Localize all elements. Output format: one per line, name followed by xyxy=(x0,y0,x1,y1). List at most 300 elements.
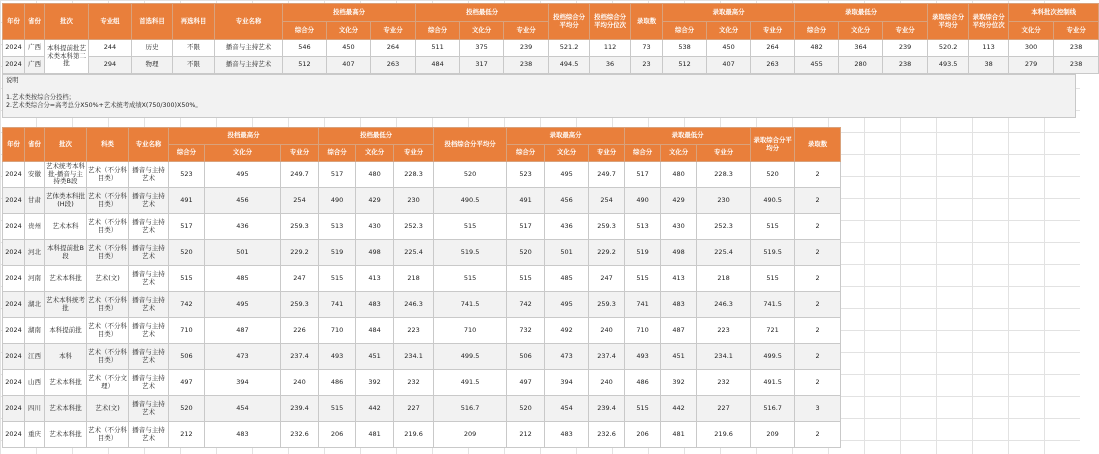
table-cell: 230 xyxy=(394,188,434,214)
table-cell: 455 xyxy=(795,57,839,74)
t1-sub-header: 综合分 xyxy=(416,22,460,40)
table-cell: 249.7 xyxy=(589,162,625,188)
table-cell: 播音与主持艺术 xyxy=(129,318,169,344)
table-cell: 741.5 xyxy=(751,292,795,318)
table-cell: 240 xyxy=(589,318,625,344)
notes-box xyxy=(2,74,1076,118)
table-cell: 481 xyxy=(356,422,394,448)
table-cell: 艺体类本科批(H段) xyxy=(45,188,87,214)
table-cell: 244 xyxy=(89,40,132,57)
table-cell: 艺术本科批 xyxy=(45,266,87,292)
table-cell: 播音与主持艺术 xyxy=(129,344,169,370)
table-cell: 2 xyxy=(795,344,841,370)
table-cell: 252.3 xyxy=(697,214,751,240)
table-cell: 523 xyxy=(507,162,545,188)
table-cell: 艺术本科批 xyxy=(45,396,87,422)
table-cell: 广西 xyxy=(25,40,45,57)
table-row xyxy=(3,188,841,214)
table-cell: 517 xyxy=(169,214,205,240)
table-cell: 232.6 xyxy=(281,422,319,448)
table-cell: 515 xyxy=(625,266,661,292)
table-cell: 495 xyxy=(205,292,281,318)
table-cell: 442 xyxy=(356,396,394,422)
table-cell: 艺术统考本科批-播音与主持类B段 xyxy=(45,162,87,188)
table-cell: 本科提前批艺术类本科第二批 xyxy=(45,40,89,74)
table-cell: 2024 xyxy=(3,344,25,370)
table-cell: 不限 xyxy=(173,57,215,74)
table-cell: 263 xyxy=(371,57,416,74)
table-cell: 515 xyxy=(319,266,356,292)
table-cell: 259.3 xyxy=(281,214,319,240)
table-cell: 播音与主持艺术 xyxy=(129,214,169,240)
table-row xyxy=(3,370,841,396)
table-cell: 甘肃 xyxy=(25,188,45,214)
table-cell: 237.4 xyxy=(589,344,625,370)
table-cell: 512 xyxy=(283,57,327,74)
t2-sub-header: 专业分 xyxy=(281,145,319,162)
table-cell: 429 xyxy=(661,188,697,214)
table-cell: 历史 xyxy=(132,40,173,57)
table-row xyxy=(3,292,841,318)
table-cell: 491 xyxy=(169,188,205,214)
table-cell: 232 xyxy=(697,370,751,396)
table-cell: 546 xyxy=(283,40,327,57)
table-cell: 本科 xyxy=(45,344,87,370)
t1-group-header: 本科批次控制线 xyxy=(1009,4,1099,22)
table-cell: 483 xyxy=(205,422,281,448)
table-cell: 艺术（不分科目类） xyxy=(87,240,129,266)
table-cell: 515 xyxy=(434,214,507,240)
t1-sub-header: 专业分 xyxy=(751,22,795,40)
table-cell: 2024 xyxy=(3,292,25,318)
table-cell: 392 xyxy=(356,370,394,396)
t1-group-header: 投档最低分 xyxy=(416,4,549,22)
t2-sub-header: 综合分 xyxy=(625,145,661,162)
table-cell: 436 xyxy=(545,214,589,240)
table-cell: 485 xyxy=(545,266,589,292)
table-cell: 219.6 xyxy=(697,422,751,448)
table-cell: 742 xyxy=(169,292,205,318)
table-cell: 艺术本科批 xyxy=(45,370,87,396)
table-cell: 520 xyxy=(507,240,545,266)
table-cell: 480 xyxy=(356,162,394,188)
table-cell: 2024 xyxy=(3,57,25,74)
table-cell: 721 xyxy=(751,318,795,344)
table-cell: 520 xyxy=(751,162,795,188)
t1-group-header: 录取最高分 xyxy=(663,4,795,22)
t1-sub-header: 综合分 xyxy=(663,22,707,40)
table-cell: 254 xyxy=(281,188,319,214)
table-cell: 226 xyxy=(281,318,319,344)
table-cell: 2 xyxy=(795,162,841,188)
table-cell: 482 xyxy=(795,40,839,57)
table-cell: 263 xyxy=(751,57,795,74)
table-cell: 513 xyxy=(319,214,356,240)
table-cell: 206 xyxy=(625,422,661,448)
table-cell: 456 xyxy=(205,188,281,214)
table-cell: 519.5 xyxy=(434,240,507,266)
table-cell: 515 xyxy=(751,214,795,240)
table-cell: 艺术（不分科目类） xyxy=(87,292,129,318)
t1-sub-header: 文化分 xyxy=(327,22,371,40)
table-cell: 238 xyxy=(504,57,549,74)
table-cell: 394 xyxy=(205,370,281,396)
table-cell: 407 xyxy=(707,57,751,74)
table-row xyxy=(3,240,841,266)
table-cell: 3 xyxy=(795,396,841,422)
t1-sub-header: 文化分 xyxy=(460,22,504,40)
table-cell: 238 xyxy=(1054,40,1099,57)
table-row xyxy=(3,40,1099,57)
table-cell: 481 xyxy=(661,422,697,448)
table-cell: 483 xyxy=(356,292,394,318)
table-cell: 710 xyxy=(434,318,507,344)
table-cell: 515 xyxy=(169,266,205,292)
table-cell: 播音与主持艺术 xyxy=(129,396,169,422)
table-cell: 广西 xyxy=(25,57,45,74)
table-cell: 播音与主持艺术 xyxy=(129,188,169,214)
t1-col-header: 录取综合分平均分 xyxy=(928,4,969,40)
table-cell: 218 xyxy=(394,266,434,292)
t1-col-header: 首选科目 xyxy=(132,4,173,40)
table-cell: 38 xyxy=(969,57,1009,74)
table-cell: 232.6 xyxy=(589,422,625,448)
table-cell: 江西 xyxy=(25,344,45,370)
table-cell: 491.5 xyxy=(751,370,795,396)
table-cell: 515 xyxy=(319,396,356,422)
table1-header-row xyxy=(3,4,1099,22)
table-cell: 206 xyxy=(319,422,356,448)
table-cell: 237.4 xyxy=(281,344,319,370)
table-cell: 艺术本科批 xyxy=(45,422,87,448)
table-cell: 湖南 xyxy=(25,318,45,344)
table-cell: 364 xyxy=(839,40,883,57)
table-cell: 播音与主持艺术 xyxy=(129,240,169,266)
t1-sub-header: 文化分 xyxy=(1009,22,1054,40)
table-cell: 播音与主持艺术 xyxy=(129,292,169,318)
table-cell: 485 xyxy=(205,266,281,292)
table-cell: 2024 xyxy=(3,188,25,214)
table-cell: 234.1 xyxy=(394,344,434,370)
table-cell: 436 xyxy=(205,214,281,240)
table-cell: 240 xyxy=(281,370,319,396)
table-cell: 259.3 xyxy=(589,214,625,240)
table-cell: 430 xyxy=(661,214,697,240)
table-cell: 112 xyxy=(590,40,631,57)
t2-sub-header: 文化分 xyxy=(356,145,394,162)
table-cell: 490.5 xyxy=(751,188,795,214)
t2-col-header: 投档综合分平均分 xyxy=(434,128,507,162)
table-cell: 710 xyxy=(169,318,205,344)
table-cell: 238 xyxy=(883,57,928,74)
notes-title: 说明 xyxy=(6,77,19,84)
table-row xyxy=(3,344,841,370)
t2-sub-header: 综合分 xyxy=(319,145,356,162)
table-cell: 516.7 xyxy=(434,396,507,422)
table-cell: 513 xyxy=(625,214,661,240)
table-row xyxy=(3,422,841,448)
t2-sub-header: 综合分 xyxy=(169,145,205,162)
t2-group-header: 录取最低分 xyxy=(625,128,751,145)
table-cell: 艺术(文) xyxy=(87,396,129,422)
t1-sub-header: 文化分 xyxy=(839,22,883,40)
table-cell: 521.2 xyxy=(549,40,590,57)
table-cell: 413 xyxy=(661,266,697,292)
table-cell: 741.5 xyxy=(434,292,507,318)
t2-sub-header: 专业分 xyxy=(394,145,434,162)
table-cell: 本科提前批B段 xyxy=(45,240,87,266)
table-cell: 515 xyxy=(625,396,661,422)
table-cell: 2 xyxy=(795,318,841,344)
table-cell: 520.2 xyxy=(928,40,969,57)
t1-sub-header: 专业分 xyxy=(1054,22,1099,40)
table-cell: 艺术本科统考批 xyxy=(45,292,87,318)
table-cell: 279 xyxy=(1009,57,1054,74)
table-cell: 2024 xyxy=(3,240,25,266)
table-cell: 113 xyxy=(969,40,1009,57)
table-cell: 212 xyxy=(169,422,205,448)
table-cell: 播音与主持艺术 xyxy=(129,162,169,188)
table-cell: 501 xyxy=(205,240,281,266)
table-cell: 499.5 xyxy=(751,344,795,370)
t1-group-header: 录取最低分 xyxy=(795,4,928,22)
table-cell: 240 xyxy=(589,370,625,396)
table-cell: 河南 xyxy=(25,266,45,292)
table-cell: 451 xyxy=(356,344,394,370)
table-cell: 259.3 xyxy=(589,292,625,318)
table-cell: 710 xyxy=(625,318,661,344)
t1-col-header: 录取数 xyxy=(631,4,663,40)
table-cell: 254 xyxy=(589,188,625,214)
t2-group-header: 录取最高分 xyxy=(507,128,625,145)
table-cell: 播音与主持艺术 xyxy=(215,57,283,74)
t1-group-header: 投档最高分 xyxy=(283,4,416,22)
table-cell: 494.5 xyxy=(549,57,590,74)
table-row xyxy=(3,318,841,344)
table-cell: 710 xyxy=(319,318,356,344)
table-cell: 317 xyxy=(460,57,504,74)
table-cell: 2024 xyxy=(3,214,25,240)
table-cell: 520 xyxy=(169,240,205,266)
table-cell: 229.2 xyxy=(281,240,319,266)
table-cell: 523 xyxy=(169,162,205,188)
table-cell: 483 xyxy=(661,292,697,318)
table-cell: 280 xyxy=(839,57,883,74)
table-cell: 艺术（不分科目类） xyxy=(87,214,129,240)
t2-col-header: 省份 xyxy=(25,128,45,162)
table-cell: 239.4 xyxy=(281,396,319,422)
table-cell: 艺术（不分科目类） xyxy=(87,344,129,370)
table-cell: 23 xyxy=(631,57,663,74)
table-cell: 394 xyxy=(545,370,589,396)
t1-col-header: 再选科目 xyxy=(173,4,215,40)
table-cell: 499.5 xyxy=(434,344,507,370)
table-cell: 播音与主持艺术 xyxy=(215,40,283,57)
table-cell: 230 xyxy=(697,188,751,214)
table-cell: 498 xyxy=(661,240,697,266)
table-cell: 223 xyxy=(697,318,751,344)
table-cell: 517 xyxy=(507,214,545,240)
table-cell: 493 xyxy=(319,344,356,370)
t2-sub-header: 文化分 xyxy=(545,145,589,162)
table-cell: 227 xyxy=(394,396,434,422)
t1-sub-header: 专业分 xyxy=(504,22,549,40)
table-cell: 520 xyxy=(434,162,507,188)
table-cell: 442 xyxy=(661,396,697,422)
table-cell: 259.3 xyxy=(281,292,319,318)
table-cell: 2024 xyxy=(3,396,25,422)
table-cell: 239.4 xyxy=(589,396,625,422)
table-cell: 播音与主持艺术 xyxy=(129,266,169,292)
table-cell: 艺术（不分文理） xyxy=(87,370,129,396)
table-cell: 375 xyxy=(460,40,504,57)
table-cell: 490.5 xyxy=(434,188,507,214)
table-cell: 2 xyxy=(795,422,841,448)
table-cell: 732 xyxy=(507,318,545,344)
table-cell: 515 xyxy=(751,266,795,292)
provinces-score-table xyxy=(2,127,841,448)
t1-sub-header: 综合分 xyxy=(283,22,327,40)
notes-line: 2.艺术类综合分=高考总分X50%+艺术统考成绩X(750/300)X50%。 xyxy=(6,102,202,109)
table-cell: 238 xyxy=(1054,57,1099,74)
table-cell: 本科提前批 xyxy=(45,318,87,344)
t2-col-header: 录取综合分平均分 xyxy=(751,128,795,162)
table-cell: 741 xyxy=(625,292,661,318)
table-cell: 430 xyxy=(356,214,394,240)
table-cell: 520 xyxy=(507,396,545,422)
table-cell: 2024 xyxy=(3,422,25,448)
table-cell: 2 xyxy=(795,214,841,240)
t2-sub-header: 专业分 xyxy=(589,145,625,162)
table-cell: 212 xyxy=(507,422,545,448)
table-cell: 山西 xyxy=(25,370,45,396)
table-cell: 246.3 xyxy=(697,292,751,318)
table-cell: 河北 xyxy=(25,240,45,266)
table-cell: 36 xyxy=(590,57,631,74)
table-cell: 225.4 xyxy=(394,240,434,266)
table-cell: 483 xyxy=(545,422,589,448)
table-row xyxy=(3,266,841,292)
table-cell: 454 xyxy=(205,396,281,422)
table-cell: 湖北 xyxy=(25,292,45,318)
t1-sub-header: 综合分 xyxy=(795,22,839,40)
table-cell: 516.7 xyxy=(751,396,795,422)
table-cell: 517 xyxy=(625,162,661,188)
table-cell: 2024 xyxy=(3,40,25,57)
t1-col-header: 批次 xyxy=(45,4,89,40)
table-cell: 209 xyxy=(751,422,795,448)
guangxi-score-table xyxy=(2,3,1099,74)
table-cell: 艺术(文) xyxy=(87,266,129,292)
table-cell: 安徽 xyxy=(25,162,45,188)
t2-col-header: 科类 xyxy=(87,128,129,162)
table-cell: 493 xyxy=(625,344,661,370)
table-cell: 228.3 xyxy=(394,162,434,188)
t1-sub-header: 专业分 xyxy=(883,22,928,40)
table-cell: 486 xyxy=(319,370,356,396)
table2-header-row xyxy=(3,128,841,145)
table-cell: 艺术（不分科目类） xyxy=(87,162,129,188)
t1-col-header: 省份 xyxy=(25,4,45,40)
table-cell: 252.3 xyxy=(394,214,434,240)
t1-col-header: 投档综合分平均分 xyxy=(549,4,590,40)
table-cell: 300 xyxy=(1009,40,1054,57)
table-cell: 234.1 xyxy=(697,344,751,370)
table-cell: 487 xyxy=(661,318,697,344)
table-cell: 249.7 xyxy=(281,162,319,188)
table-cell: 519 xyxy=(319,240,356,266)
t1-col-header: 专业组 xyxy=(89,4,132,40)
table-cell: 播音与主持艺术 xyxy=(129,422,169,448)
table-cell: 497 xyxy=(169,370,205,396)
t2-col-header: 专业名称 xyxy=(129,128,169,162)
table-cell: 742 xyxy=(507,292,545,318)
table-cell: 491 xyxy=(507,188,545,214)
table-cell: 219.6 xyxy=(394,422,434,448)
table-cell: 2 xyxy=(795,292,841,318)
table-cell: 407 xyxy=(327,57,371,74)
table-row xyxy=(3,396,841,422)
table-cell: 473 xyxy=(205,344,281,370)
table-cell: 511 xyxy=(416,40,460,57)
table-cell: 2 xyxy=(795,266,841,292)
table-cell: 454 xyxy=(545,396,589,422)
table-cell: 艺术本科 xyxy=(45,214,87,240)
table-cell: 不限 xyxy=(173,40,215,57)
table-cell: 450 xyxy=(707,40,751,57)
table-cell: 艺术（不分科目类） xyxy=(87,188,129,214)
table-cell: 392 xyxy=(661,370,697,396)
table-cell: 2024 xyxy=(3,370,25,396)
table-cell: 741 xyxy=(319,292,356,318)
table-cell: 艺术（不分科目类） xyxy=(87,318,129,344)
table-cell: 497 xyxy=(507,370,545,396)
table-cell: 451 xyxy=(661,344,697,370)
table-cell: 520 xyxy=(169,396,205,422)
table-cell: 218 xyxy=(697,266,751,292)
table-cell: 492 xyxy=(545,318,589,344)
table-cell: 2 xyxy=(795,188,841,214)
table-cell: 515 xyxy=(434,266,507,292)
table-cell: 515 xyxy=(507,266,545,292)
table-cell: 228.3 xyxy=(697,162,751,188)
t2-sub-header: 文化分 xyxy=(205,145,281,162)
t1-col-header: 录取综合分平均分位次 xyxy=(969,4,1009,40)
table-cell: 2 xyxy=(795,370,841,396)
table-cell: 贵州 xyxy=(25,214,45,240)
table-cell: 播音与主持艺术 xyxy=(129,370,169,396)
table-cell: 490 xyxy=(319,188,356,214)
table-cell: 223 xyxy=(394,318,434,344)
table-cell: 294 xyxy=(89,57,132,74)
table-cell: 229.2 xyxy=(589,240,625,266)
t2-sub-header: 文化分 xyxy=(661,145,697,162)
t2-sub-header: 专业分 xyxy=(697,145,751,162)
table-cell: 517 xyxy=(319,162,356,188)
t1-col-header: 专业名称 xyxy=(215,4,283,40)
table-cell: 501 xyxy=(545,240,589,266)
table-cell: 495 xyxy=(205,162,281,188)
table-cell: 247 xyxy=(589,266,625,292)
table-cell: 473 xyxy=(545,344,589,370)
table-cell: 264 xyxy=(371,40,416,57)
table-cell: 225.4 xyxy=(697,240,751,266)
table-cell: 艺术（不分科目类） xyxy=(87,422,129,448)
table-cell: 232 xyxy=(394,370,434,396)
table-cell: 239 xyxy=(883,40,928,57)
table-cell: 264 xyxy=(751,40,795,57)
table-cell: 519 xyxy=(625,240,661,266)
